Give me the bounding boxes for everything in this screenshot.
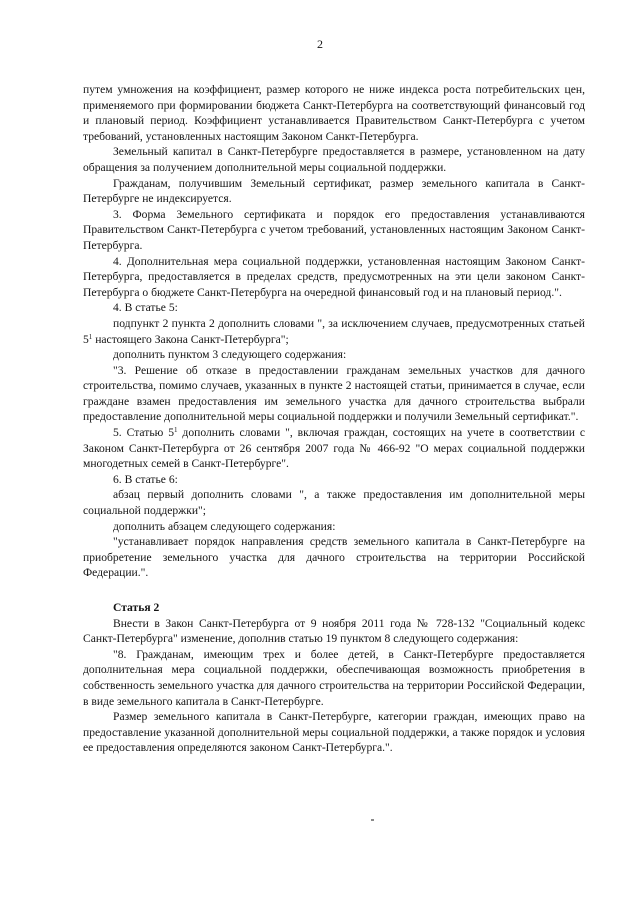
text-segment: 5. Статью 5 [113, 426, 174, 440]
text-segment: подпункт 2 пункта 2 дополнить словами ", за исключением случаев, предусмотренных статьей 5 [83, 316, 585, 346]
paragraph: 4. В статье 5: [113, 301, 178, 315]
scan-mark [371, 819, 374, 821]
paragraph: Гражданам, получившим Земельный сертификат, размер земельного капитала в Санкт-Петербурге не индексируется. [83, 176, 585, 206]
paragraph: Земельный капитал в Санкт-Петербурге предоставляется в размере, установленном на дату обращения за получением дополнительной меры социальной поддержки. [83, 145, 585, 174]
paragraph [83, 316, 585, 347]
paragraph: "8. Гражданам, имеющим трех и более детей, в Санкт-Петербурге предоставляется дополнительная мера социальной поддержки, обеспечивающая возможность приобретения в собственность земельного участка для дачного строительства на территории Российской Федерации, в виде земельного капитала в Санкт-Петербурге. [83, 647, 585, 708]
paragraph: Размер земельного капитала в Санкт-Петербурге, категории граждан, имеющих право на предоставление указанной дополнительной меры социальной поддержки, а также порядок и условия ее предоставления определяются законом Санкт-Петербурга.". [83, 710, 585, 755]
paragraph: путем умножения на коэффициент, размер которого не ниже индекса роста потребительских цен, применяемого при формировании бюджета Санкт-Петербурга на соответствующий финансовый год и плановый период. Коэффициент устанавливается Правительством Санкт-Петербурга с учетом требований, установленных настоящим Законом Санкт-Петербурга. [83, 83, 585, 143]
article-heading: Статья 2 [113, 601, 160, 614]
paragraph: 4. Дополнительная мера социальной поддержки, установленная настоящим Законом Санкт-Петербурга, предоставляется в пределах средств, предусмотренных на эти цели законом Санкт-Петербурга о бюджете Санкт-Петербурга на очередной финансовый год и на плановый период.". [83, 254, 585, 299]
paragraph: Внести в Закон Санкт-Петербурга от 9 ноября 2011 года № 728-132 "Социальный кодекс Санкт-Петербурга" изменение, дополнив статью 19 пунктом 8 следующего содержания: [83, 616, 585, 646]
page-number: 2 [317, 37, 323, 51]
text-segment: дополнить словами ", включая граждан, состоящих на учете в соответствии с Законом Санкт-Петербурга от 26 сентября 2007 года № 466-92 "О мерах социальной поддержки многодетных семей в Санкт-Петербурге". [83, 426, 585, 471]
paragraph: дополнить абзацем следующего содержания: [113, 519, 336, 533]
paragraph: 3. Форма Земельного сертификата и порядок его предоставления устанавливаются Правительством Санкт-Петербурга с учетом требований, установленных настоящим Законом Санкт-Петербурга. [83, 207, 585, 252]
paragraph [83, 425, 585, 472]
paragraph: абзац первый дополнить словами ", а также предоставления им дополнительной меры социальной поддержки"; [83, 488, 585, 518]
paragraph: 6. В статье 6: [113, 472, 178, 486]
superscript: 1 [174, 426, 178, 435]
paragraph: "устанавливает порядок направления средств земельного капитала в Санкт-Петербурге на приобретение земельного участка для дачного строительства на территории Российской Федерации.". [83, 535, 585, 580]
superscript: 1 [88, 332, 93, 341]
paragraph: "3. Решение об отказе в предоставлении гражданам земельных участков для дачного строительства, помимо случаев, указанных в пункте 2 настоящей статьи, принимается в случае, если граждане взамен предоставления им земельного участка для дачного строительства выбрали предоставление дополнительной меры социальной поддержки и получили Земельный сертификат.". [83, 363, 585, 424]
document-body [83, 82, 585, 756]
paragraph: дополнить пунктом 3 следующего содержания: [113, 348, 347, 362]
text-segment: настоящего Закона Санкт-Петербурга"; [92, 332, 289, 346]
